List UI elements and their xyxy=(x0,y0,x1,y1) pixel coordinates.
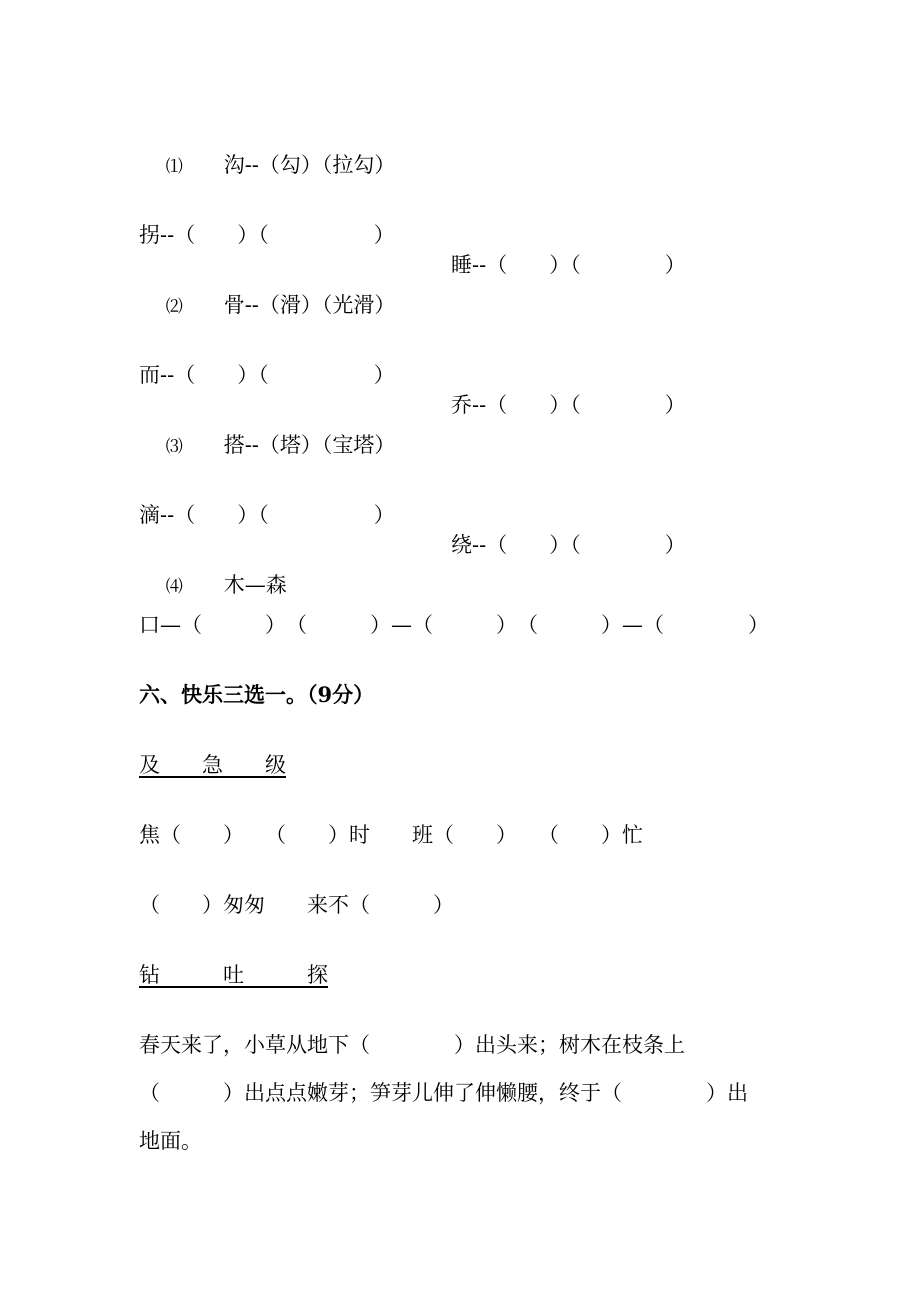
item-number: ⑷ xyxy=(165,577,183,597)
group1-line1: 焦（ ） （ ）时 班（ ） （ ）忙 xyxy=(139,823,643,847)
group1-line2: （ ）匆匆 来不（ ） xyxy=(139,893,454,917)
passage-line1: 春天来了，小草从地下（ ）出头来；树木在枝条上 xyxy=(139,1033,685,1057)
pattern3-right-blank: 绕--（ ）（ ） xyxy=(451,533,686,557)
group2-options: 钻 吐 探 xyxy=(139,963,328,987)
group1-options: 及 急 级 xyxy=(139,753,286,777)
item-number: ⑵ xyxy=(165,297,183,317)
section6-title: 六、快乐三选一。（9分） xyxy=(139,682,375,707)
pattern1-left-blank: 拐--（ ）（ ） xyxy=(139,223,395,247)
pattern3-left-blank: 滴--（ ）（ ） xyxy=(139,503,395,527)
pattern2-left-blank: 而--（ ）（ ） xyxy=(139,363,395,387)
pattern1-right-blank: 睡--（ ）（ ） xyxy=(451,253,686,277)
pattern2-example: 骨--（滑）（光滑） xyxy=(223,293,396,317)
passage-line2: （ ）出点点嫩芽；笋芽儿伸了伸懒腰，终于（ ）出 xyxy=(139,1081,748,1105)
pattern2-right-blank: 乔--（ ）（ ） xyxy=(451,393,686,417)
pattern4-answer-row: 口—（ ） （ ）—（ ） （ ）—（ ） xyxy=(139,613,769,637)
passage-line3: 地面。 xyxy=(139,1129,202,1153)
pattern4-example: 木—森 xyxy=(223,573,287,597)
item-number: ⑴ xyxy=(165,157,183,177)
pattern3-example: 搭--（塔）（宝塔） xyxy=(223,433,396,457)
item-number: ⑶ xyxy=(165,437,183,457)
pattern1-example: 沟--（勾）（拉勾） xyxy=(223,153,396,177)
